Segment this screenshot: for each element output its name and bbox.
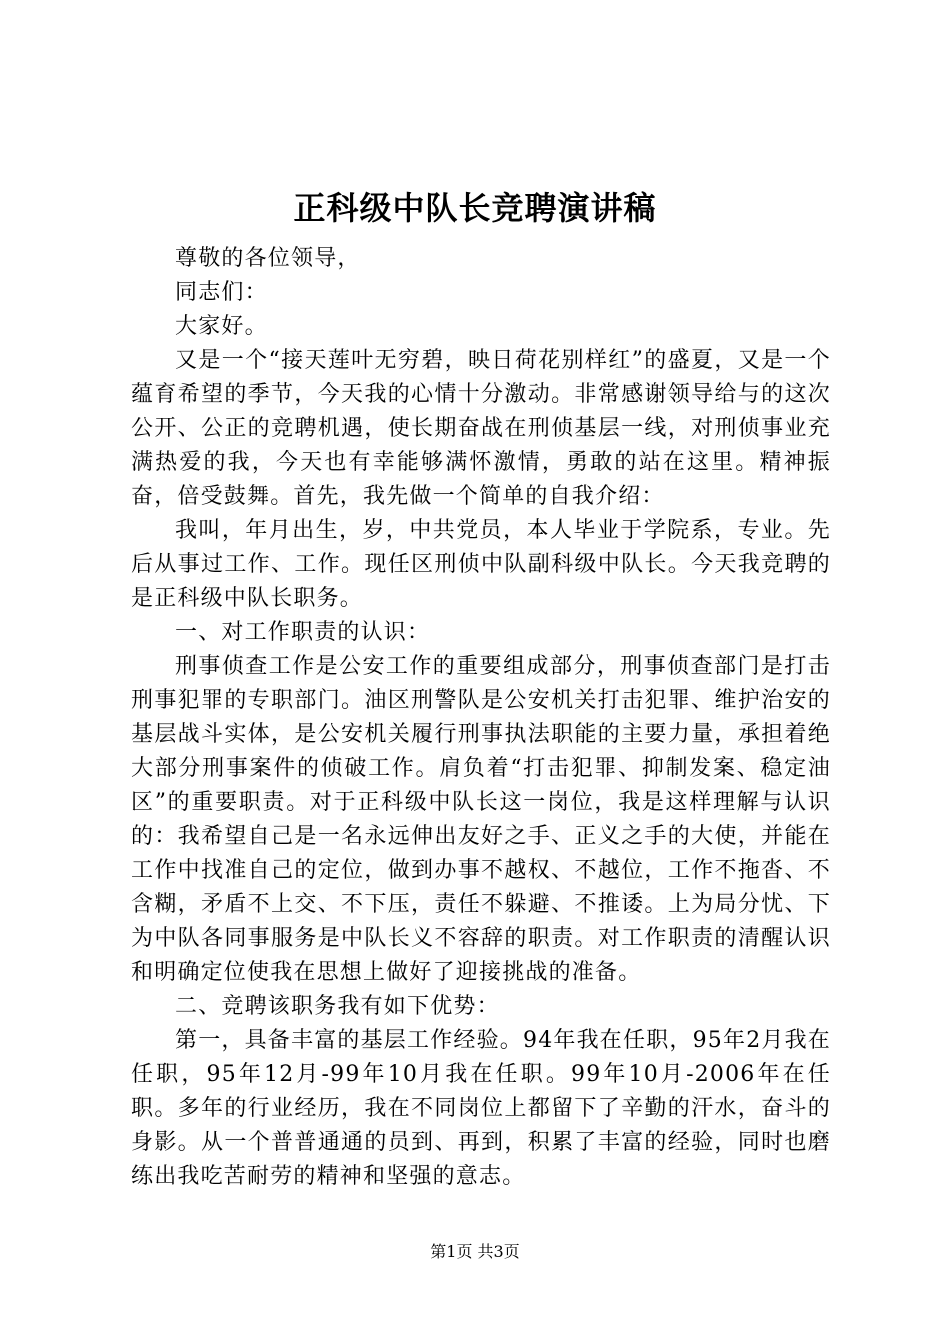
paragraph-advantage-1: 第一，具备丰富的基层工作经验。94年我在任职，95年2月我在任职，95年12月-99年10月我在任职。99年10月-2006年在任职。多年的行业经历，我在不同岗位上都留下了辛勤的汗水，奋斗的身影。从一个普普通通的员到、再到，积累了丰富的经验，同时也磨练出我吃苦耐劳的精神和坚强的意志。 xyxy=(131,1028,831,1189)
document-title: 正科级中队长竞聘演讲稿 xyxy=(293,189,657,227)
document-body xyxy=(131,242,831,1194)
page-footer: 第1页 共3页 xyxy=(430,1242,520,1261)
greeting: 大家好。 xyxy=(175,314,268,339)
paragraph-duties: 刑事侦查工作是公安工作的重要组成部分，刑事侦查部门是打击刑事犯罪的专职部门。油区刑警队是公安机关打击犯罪、维护治安的基层战斗实体，是公安机关履行刑事执法职能的主要力量，承担着绝大部分刑事案件的侦破工作。肩负着“打击犯罪、抑制发案、稳定油区”的重要职责。对于正科级中队长这一岗位，我是这样理解与认识的：我希望自己是一名永远伸出友好之手、正义之手的大使，并能在工作中找准自己的定位，做到办事不越权、不越位，工作不拖沓、不含糊，矛盾不上交、不下压，责任不躲避、不推诿。上为局分忧、下为中队各同事服务是中队长义不容辞的职责。对工作职责的清醒认识和明确定位使我在思想上做好了迎接挑战的准备。 xyxy=(131,654,831,985)
salutation-comrades: 同志们： xyxy=(175,280,268,305)
paragraph-intro: 又是一个“接天莲叶无穷碧，映日荷花别样红”的盛夏，又是一个蕴育希望的季节，今天我的心情十分激动。非常感谢领导给与的这次公开、公正的竞聘机遇，使长期奋战在刑侦基层一线，对刑侦事业充满热爱的我，今天也有幸能够满怀激情，勇敢的站在这里。精神振奋，倍受鼓舞。首先，我先做一个简单的自我介绍： xyxy=(131,348,831,509)
salutation-leaders: 尊敬的各位领导， xyxy=(175,246,361,271)
section-heading-1: 一、对工作职责的认识： xyxy=(175,620,431,645)
paragraph-self-intro: 我叫，年月出生，岁，中共党员，本人毕业于学院系，专业。先后从事过工作、工作。现任区刑侦中队副科级中队长。今天我竞聘的是正科级中队长职务。 xyxy=(131,518,831,611)
section-heading-2: 二、竞聘该职务我有如下优势： xyxy=(175,994,500,1019)
